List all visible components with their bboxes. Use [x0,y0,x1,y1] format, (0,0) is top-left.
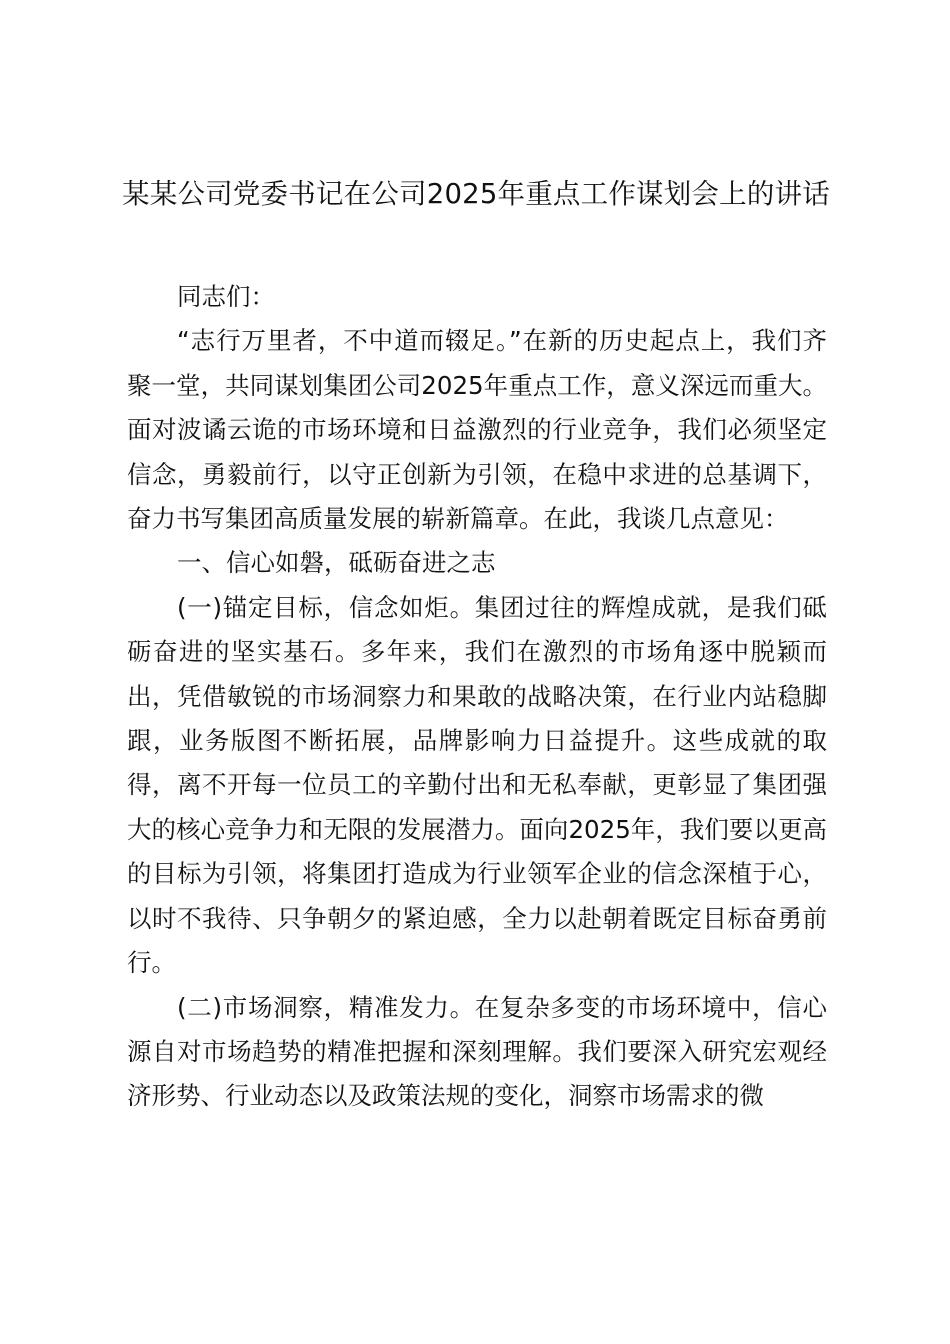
document-body [127,275,827,1119]
document-title: 某某公司党委书记在公司2025年重点工作谋划会上的讲话 [122,178,830,210]
subsection-paragraph-1: (一)锚定目标，信念如炬。集团过往的辉煌成就，是我们砥砺奋进的坚实基石。多年来，我们在激烈的市场角逐中脱颖而出，凭借敏锐的市场洞察力和果敢的战略决策，在行业内站稳脚跟，业务版图不断拓展，品牌影响力日益提升。这些成就的取得，离不开每一位员工的辛勤付出和无私奉献，更彰显了集团强大的核心竞争力和无限的发展潜力。面向2025年，我们要以更高的目标为引领，将集团打造成为行业领军企业的信念深植于心，以时不我待、只争朝夕的紧迫感，全力以赴朝着既定目标奋勇前行。 [127,592,827,978]
salutation-paragraph: 同志们： [177,282,275,311]
opening-paragraph: “志行万里者，不中道而辍足。”在新的历史起点上，我们齐聚一堂，共同谋划集团公司2025年重点工作，意义深远而重大。面对波谲云诡的市场环境和日益激烈的行业竞争，我们必须坚定信念，勇毅前行，以守正创新为引领，在稳中求进的总基调下，奋力书写集团高质量发展的崭新篇章。在此，我谈几点意见： [127,326,827,534]
section-heading: 一、信心如磐，砥砺奋进之志 [177,548,496,578]
subsection-paragraph-2: (二)市场洞察，精准发力。在复杂多变的市场环境中，信心源自对市场趋势的精准把握和深刻理解。我们要深入研究宏观经济形势、行业动态以及政策法规的变化，洞察市场需求的微 [127,992,827,1111]
